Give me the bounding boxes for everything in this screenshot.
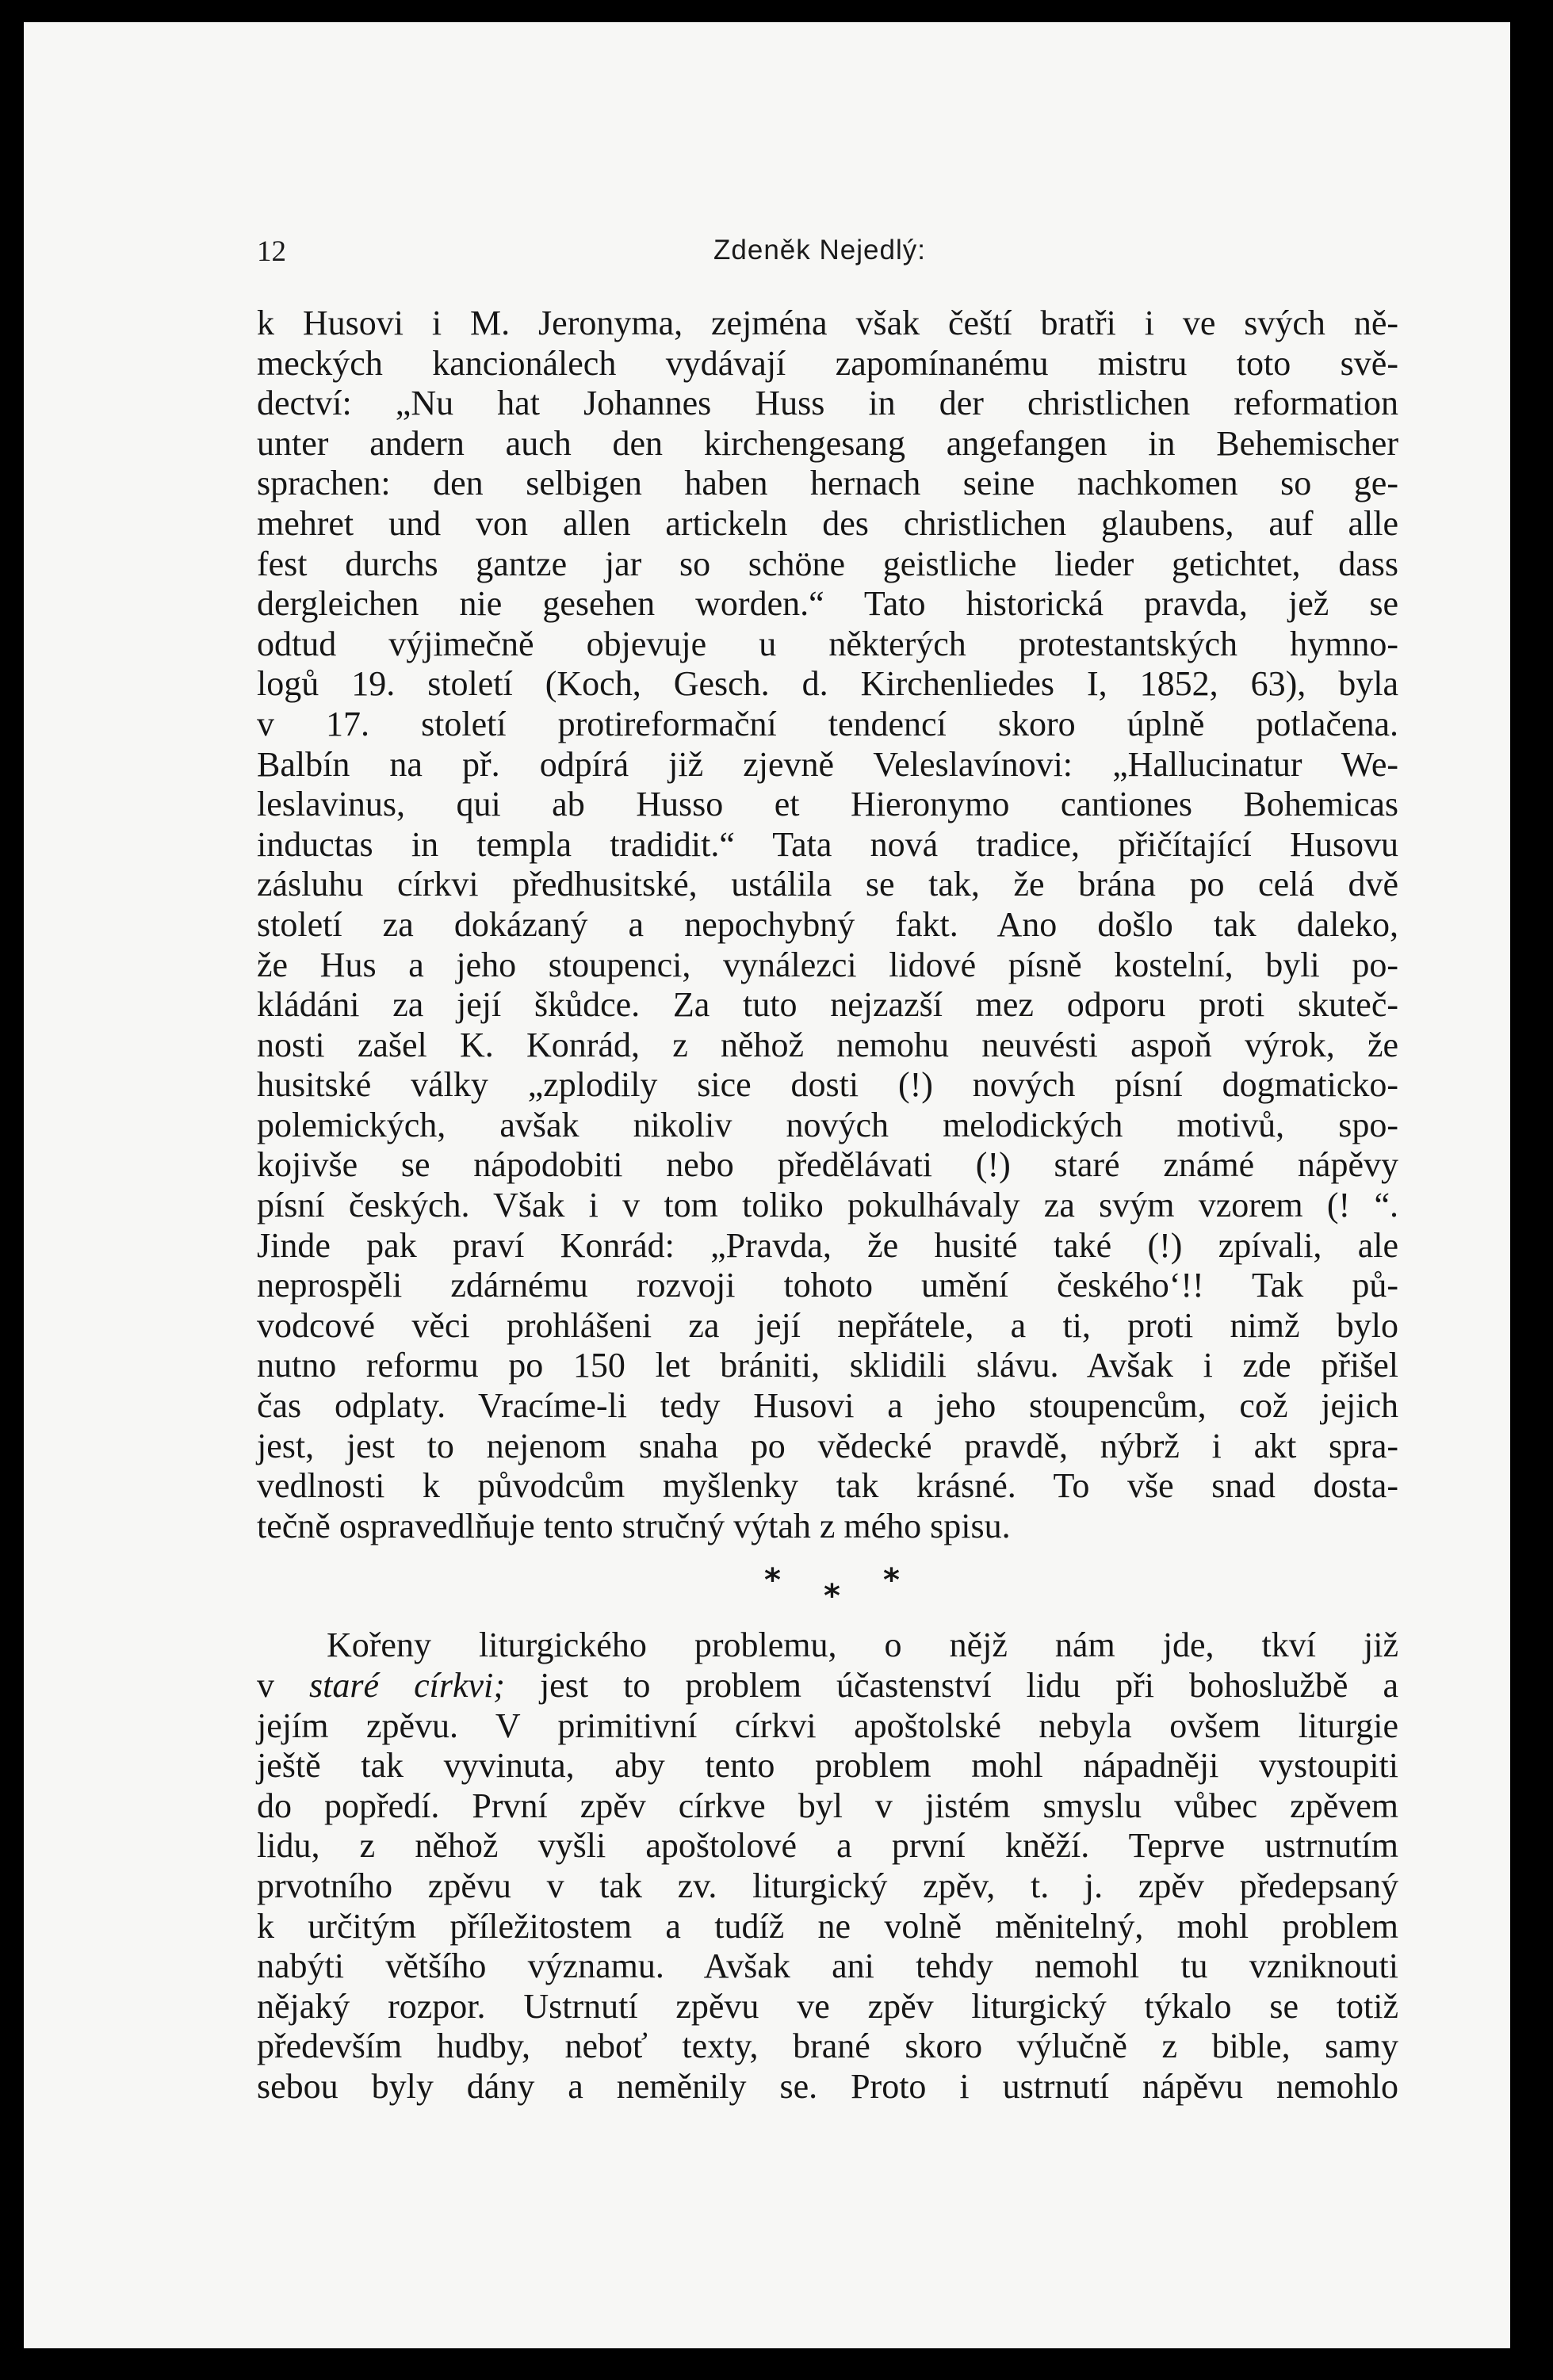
text-line: století za dokázaný a nepochybný fakt. Ano došlo tak daleko,: [257, 904, 1398, 944]
text-line: jest, jest to nejenom snaha po vědecké pravdě, nýbrž i akt spra-: [257, 1426, 1398, 1465]
text-line: leslavinus, qui ab Husso et Hieronymo cantiones Bohemicas: [257, 785, 1398, 824]
text-line: ještě tak vyvinuta, aby tento problem mohl nápadněji vystoupiti: [257, 1746, 1398, 1786]
italic-phrase: staré církvi;: [309, 1666, 505, 1705]
text-line: polemických, avšak nikoliv nových melodických motivů, spo-: [257, 1105, 1398, 1144]
text-line: k určitým příležitostem a tudíž ne volně měnitelný, mohl problem: [257, 1906, 1398, 1946]
text-line: nutno reformu po 150 let brániti, sklidili slávu. Avšak i zde přišel: [257, 1346, 1398, 1385]
paragraph-1: [257, 304, 1398, 1546]
text-line: kojivše se nápodobiti nebo předělávati (!) staré známé nápěvy: [257, 1145, 1398, 1185]
text-line: vedlnosti k původcům myšlenky tak krásné. To vše snad dosta-: [257, 1466, 1398, 1506]
asterisk: *: [824, 1578, 840, 1615]
asterisk: *: [883, 1562, 900, 1599]
text-line: čas odplaty. Vracíme-li tedy Husovi a jeho stoupencům, což jejich: [257, 1386, 1398, 1426]
text-line: dectví: „Nu hat Johannes Huss in der christlichen reformation: [257, 384, 1398, 423]
text-line: v 17. století protireformační tendencí skoro úplně potlačena.: [257, 704, 1398, 743]
text-line: husitské války „zplodily sice dosti (!) nových písní dogmaticko-: [257, 1065, 1398, 1105]
text-line: nabýti většího významu. Avšak ani tehdy nemohl tu vzniknouti: [257, 1946, 1398, 1986]
text-line: neprospěli zdárnému rozvoji tohoto umění českého‘!! Tak pů-: [257, 1266, 1398, 1305]
text-line: unter andern auch den kirchengesang angefangen in Behemischer: [257, 423, 1398, 463]
text-line: jejím zpěvu. V primitivní církvi apoštolské nebyla ovšem liturgie: [257, 1706, 1398, 1745]
text-line: písní českých. Však i v tom toliko pokulhávaly za svým vzorem (! “.: [257, 1186, 1398, 1225]
text-line: vodcové věci prohlášeni za její nepřátele, a ti, proti nimž bylo: [257, 1305, 1398, 1345]
text-line: fest durchs gantze jar so schöne geistliche lieder getichtet, dass: [257, 544, 1398, 583]
running-title: Zdeněk Nejedlý:: [713, 235, 926, 266]
text-line: především hudby, neboť texty, brané skoro výlučně z bible, samy: [257, 2027, 1398, 2066]
text-line: kládáni za její škůdce. Za tuto nejzazší mez odporu proti skuteč-: [257, 985, 1398, 1025]
text-line: zásluhu církvi předhusitské, ustálila se tak, že brána po celá dvě: [257, 865, 1398, 904]
text-line: mehret und von allen artickeln des christlichen glaubens, auf alle: [257, 503, 1398, 543]
text-line: [257, 1666, 1398, 1706]
text-line: sprachen: den selbigen haben hernach seine nachkomen so ge-: [257, 464, 1398, 503]
text-line: do popředí. První zpěv církve byl v jistém smyslu vůbec zpěvem: [257, 1786, 1398, 1825]
text-line: že Hus a jeho stoupenci, vynálezci lidové písně kostelní, byli po-: [257, 945, 1398, 984]
paragraph-2: [257, 1626, 1398, 2107]
section-separator: [257, 1546, 1398, 1626]
text-line: nosti zašel K. Konrád, z něhož nemohu neuvésti aspoň výrok, že: [257, 1025, 1398, 1064]
text-line: Kořeny liturgického problemu, o nějž nám jde, tkví již: [327, 1626, 1398, 1665]
asterisk: *: [764, 1562, 781, 1599]
text-fragment: jest to problem účastenství lidu při bohoslužbě a: [504, 1666, 1398, 1705]
text-line: tečně ospravedlňuje tento stručný výtah z mého spisu.: [257, 1506, 1011, 1545]
page-number: 12: [257, 235, 286, 268]
text-line: odtud výjimečně objevuje u některých protestantských hymno-: [257, 624, 1398, 663]
body-text: [257, 304, 1398, 2107]
text-line: inductas in templa tradidit.“ Tata nová tradice, přičítající Husovu: [257, 824, 1398, 864]
text-line: logů 19. století (Koch, Gesch. d. Kirchenliedes I, 1852, 63), byla: [257, 664, 1398, 704]
text-line: Balbín na př. odpírá již zjevně Veleslavínovi: „Hallucinatur We-: [257, 744, 1398, 784]
text-line: dergleichen nie gesehen worden.“ Tato historická pravda, jež se: [257, 584, 1398, 624]
text-line: sebou byly dány a neměnily se. Proto i ustrnutí nápěvu nemohlo: [257, 2066, 1398, 2106]
page-header: [257, 235, 1383, 282]
text-line: lidu, z něhož vyšli apoštolové a první kněží. Teprve ustrnutím: [257, 1826, 1398, 1866]
text-line: nějaký rozpor. Ustrnutí zpěvu ve zpěv liturgický týkalo se totiž: [257, 1986, 1398, 2026]
text-fragment: v: [257, 1666, 310, 1705]
book-page: [24, 22, 1510, 2348]
text-line: prvotního zpěvu v tak zv. liturgický zpěv, t. j. zpěv předepsaný: [257, 1866, 1398, 1905]
text-line: meckých kancionálech vydávají zapomínanému mistru toto svě-: [257, 343, 1398, 383]
text-line: Jinde pak praví Konrád: „Pravda, že husité také (!) zpívali, ale: [257, 1225, 1398, 1265]
text-line: k Husovi i M. Jeronyma, zejména však čeští bratři i ve svých ně-: [257, 304, 1398, 342]
